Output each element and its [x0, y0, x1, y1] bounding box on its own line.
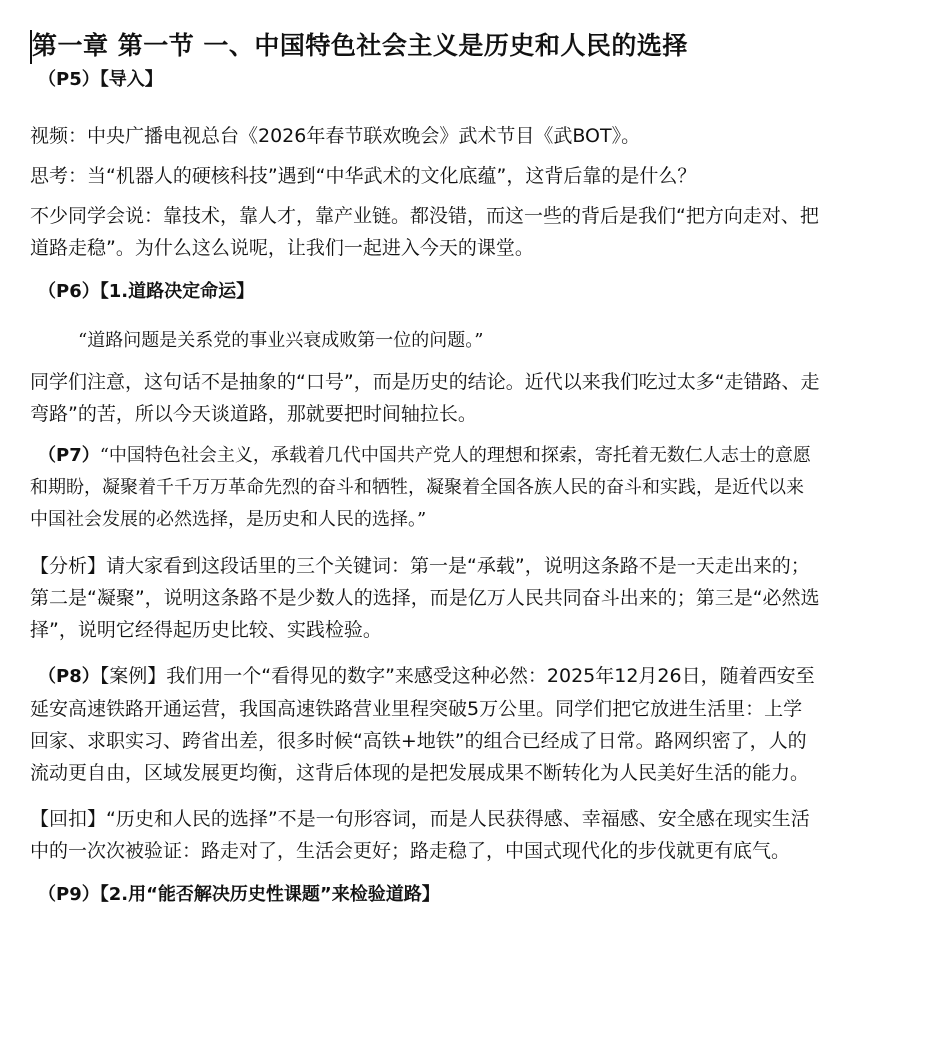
paragraph-video: 视频：中央广播电视总台《2026年春节联欢晚会》武术节目《武BOT》。: [30, 125, 641, 147]
p7-quote: “中国特色社会主义，承载着几代中国共产党人的理想和探索，寄托着无数仁人志士的意愿和期盼，凝聚着千千万万革命先烈的奋斗和牺牲，凝聚着全国各族人民的奋斗和实践，是近代以来中国社会发展的必然选择，是历史和人民的选择。”: [30, 445, 811, 530]
title-block: [30, 26, 820, 66]
paragraph-p7: [30, 440, 820, 536]
paragraph-think: 思考：当“机器人的硬核科技”遇到“中华武术的文化底蕴”，这背后靠的是什么？: [30, 165, 697, 187]
document-page: [30, 0, 820, 909]
paragraph-analysis: 【分析】请大家看到这段话里的三个关键词：第一是“承载”，说明这条路不是一天走出来的；第二是“凝聚”，说明这条路不是少数人的选择，而是亿万人民共同奋斗出来的；第三是“必然选择”，说明它经得起历史比较、实践检验。: [30, 555, 820, 641]
paragraph-students: 不少同学会说：靠技术，靠人才，靠产业链。都没错，而这一些的背后是我们“把方向走对、把道路走稳”。为什么这么说呢，让我们一起进入今天的课堂。: [30, 205, 819, 259]
quote-road: “道路问题是关系党的事业兴衰成败第一位的问题。”: [78, 330, 484, 351]
paragraph-p8: [30, 660, 820, 789]
section-heading-p9: （P9）【2.用“能否解决历史性课题”来检验道路】: [38, 884, 440, 905]
p8-case: 【案例】我们用一个“看得见的数字”来感受这种必然：2025年12月26日，随着西安至延安高速铁路开通运营，我国高速铁路营业里程突破5万公里。同学们把它放进生活里：上学回家、求职实习、跨省出差，很多时候“高铁+地铁”的组合已经成了日常。路网织密了，人的流动更自由，区域发展更均衡，这背后体现的是把发展成果不断转化为人民美好生活的能力。: [30, 665, 815, 784]
section-heading-p5: （P5）【导入】: [38, 69, 163, 90]
paragraph-callback: 【回扣】“历史和人民的选择”不是一句形容词，而是人民获得感、幸福感、安全感在现实生活中的一次次被验证：路走对了，生活会更好；路走稳了，中国式现代化的步伐就更有底气。: [30, 808, 810, 862]
page-title: 第一章 第一节 一、中国特色社会主义是历史和人民的选择: [32, 31, 688, 60]
p7-label: （P7）: [38, 445, 100, 466]
p8-label: （P8）: [38, 666, 100, 687]
section-heading-p6: （P6）【1.道路决定命运】: [38, 281, 255, 302]
paragraph-attention: 同学们注意，这句话不是抽象的“口号”，而是历史的结论。近代以来我们吃过太多“走错路、走弯路”的苦，所以今天谈道路，那就要把时间轴拉长。: [30, 371, 820, 425]
text-cursor: [30, 30, 32, 64]
